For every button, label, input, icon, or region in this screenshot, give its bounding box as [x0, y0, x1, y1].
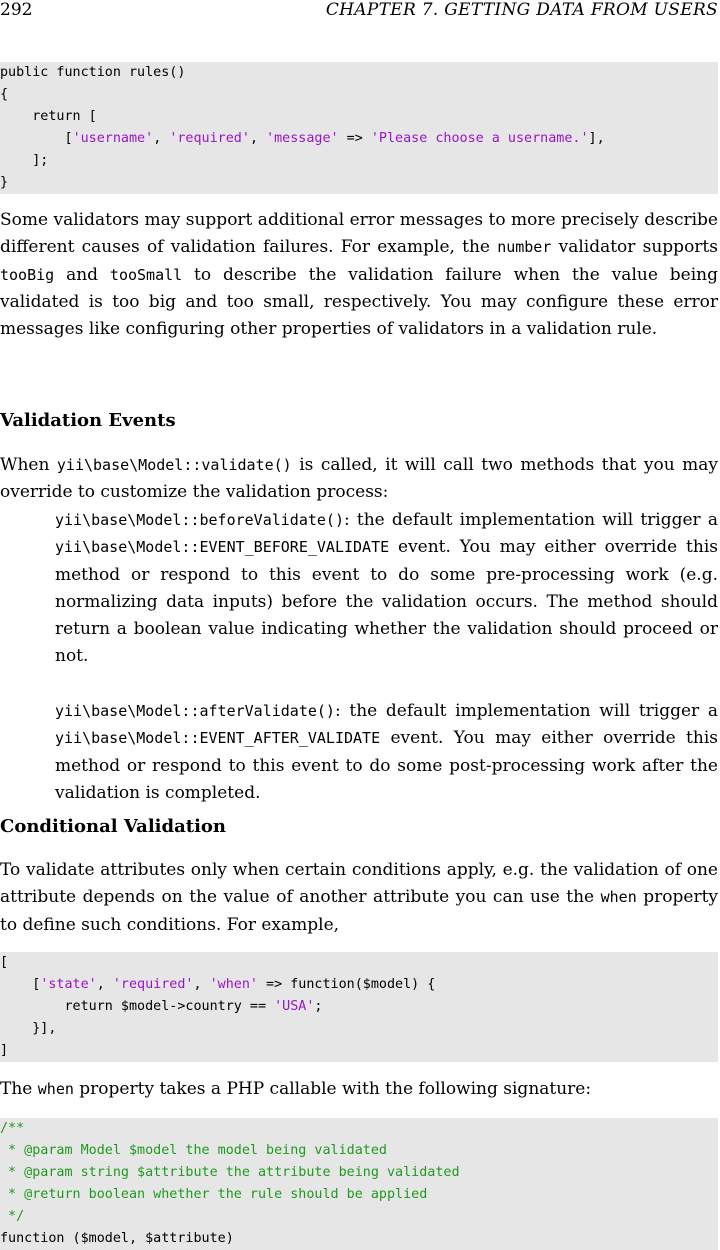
code-line — [0, 1184, 718, 1206]
code-line — [0, 150, 718, 172]
code-line — [0, 1162, 718, 1184]
code-line — [0, 1228, 718, 1250]
paragraph-conditional — [0, 857, 718, 939]
text-run: and — [54, 264, 110, 285]
code-line — [0, 1018, 718, 1040]
paragraph-when-signature — [0, 1076, 718, 1103]
code-string: 'when' — [209, 977, 258, 992]
text-run: ] — [0, 1043, 9, 1058]
text-run: return $model->country == — [0, 999, 275, 1014]
text-run: [ — [0, 131, 73, 146]
section-heading-conditional-validation: Conditional Validation — [0, 816, 227, 837]
code-line — [0, 1206, 718, 1228]
code-line — [0, 974, 718, 996]
text-run: => — [338, 131, 371, 146]
code-string: 'message' — [266, 131, 339, 146]
code-comment: /** — [0, 1121, 25, 1136]
text-run: The — [0, 1079, 38, 1099]
text-run: : the default implementation will trigger a — [334, 701, 718, 721]
code-line — [0, 1118, 718, 1140]
text-run: }], — [0, 1021, 57, 1036]
inline-code: tooSmall — [109, 265, 183, 284]
code-comment: * @param string $attribute the attribute being validated — [0, 1165, 460, 1180]
text-run: { — [0, 87, 9, 102]
text-run: validator supports — [551, 237, 718, 258]
paragraph-validate-call — [0, 452, 718, 507]
list-item-after-validate — [55, 698, 718, 807]
code-line — [0, 106, 718, 128]
code-string: 'Please choose a username.' — [370, 131, 589, 146]
inline-code: yii\base\Model::beforeValidate() — [55, 511, 344, 529]
text-run: return [ — [0, 109, 97, 124]
code-comment: * @param Model $model the model being validated — [0, 1143, 387, 1158]
inline-code: number — [497, 238, 552, 257]
code-string: 'required' — [112, 977, 194, 992]
text-run: , — [193, 977, 210, 992]
code-block-when — [0, 952, 718, 1062]
code-line — [0, 62, 718, 84]
list-item-before-validate — [55, 507, 718, 671]
text-run: Some validators may support additional error messages to more precisely describe different causes of validation failures. For example, the — [0, 210, 718, 258]
page-header — [0, 0, 718, 24]
inline-code: yii\base\Model::EVENT_BEFORE_VALIDATE — [55, 538, 390, 557]
code-comment: */ — [0, 1209, 25, 1224]
text-run: is called, it will call two methods that you may override to customize the validation process: — [0, 455, 718, 503]
page-number: 292 — [0, 0, 33, 20]
text-run: to describe the validation failure when the value being validated is too big and too small, respectively. You may configure these error messages like configuring other properties of validators in a validation rule. — [0, 264, 718, 340]
text-run: } — [0, 175, 9, 190]
code-line — [0, 996, 718, 1018]
text-run: When — [0, 455, 57, 475]
inline-code: when — [37, 1080, 74, 1098]
inline-code: yii\base\Model::EVENT_AFTER_VALIDATE — [55, 729, 381, 748]
text-run: ], — [588, 131, 605, 146]
inline-code: yii\base\Model::validate() — [56, 456, 292, 474]
code-string: 'username' — [72, 131, 154, 146]
text-run: , — [153, 131, 170, 146]
inline-code: when — [600, 888, 637, 907]
paragraph-error-messages — [0, 207, 718, 343]
text-run: To validate attributes only when certain conditions apply, e.g. the validation of one attribute depends on the value of another attribute you can use the — [0, 860, 718, 908]
code-line — [0, 1140, 718, 1162]
section-heading-validation-events: Validation Events — [0, 410, 176, 431]
text-run: [ — [0, 955, 9, 970]
text-run: ; — [314, 999, 323, 1014]
code-line — [0, 84, 718, 106]
code-line — [0, 952, 718, 974]
text-run: : the default implementation will trigger a — [343, 510, 718, 530]
text-run: public function rules() — [0, 65, 186, 80]
text-run: => function($model) { — [258, 977, 436, 992]
code-block-rules — [0, 62, 718, 194]
inline-code: tooBig — [0, 265, 55, 284]
code-string: 'USA' — [274, 999, 315, 1014]
chapter-title: CHAPTER 7. GETTING DATA FROM USERS — [325, 0, 718, 20]
code-line — [0, 1040, 718, 1062]
text-run: event. You may either override this method or respond to this event to do some pre-processing work (e.g. normalizing data inputs) before the validation occurs. The method should return a boolean value indicating whether the validation should proceed or not. — [55, 537, 718, 667]
text-run: function ($model, $attribute) — [0, 1231, 234, 1246]
inline-code: yii\base\Model::afterValidate() — [55, 702, 335, 720]
text-run: event. You may either override this method or respond to this event to do some post-processing work after the validation is completed. — [55, 728, 718, 803]
code-line — [0, 172, 718, 194]
code-line — [0, 128, 718, 150]
text-run: ]; — [0, 153, 49, 168]
code-string: 'state' — [40, 977, 97, 992]
text-run: property to define such conditions. For example, — [0, 887, 718, 935]
code-comment: * @return boolean whether the rule should be applied — [0, 1187, 428, 1202]
text-run: [ — [0, 977, 41, 992]
text-run: property takes a PHP callable with the following signature: — [73, 1079, 592, 1099]
text-run: , — [96, 977, 113, 992]
code-block-signature — [0, 1118, 718, 1250]
text-run: , — [249, 131, 267, 146]
code-string: 'required' — [169, 131, 250, 146]
